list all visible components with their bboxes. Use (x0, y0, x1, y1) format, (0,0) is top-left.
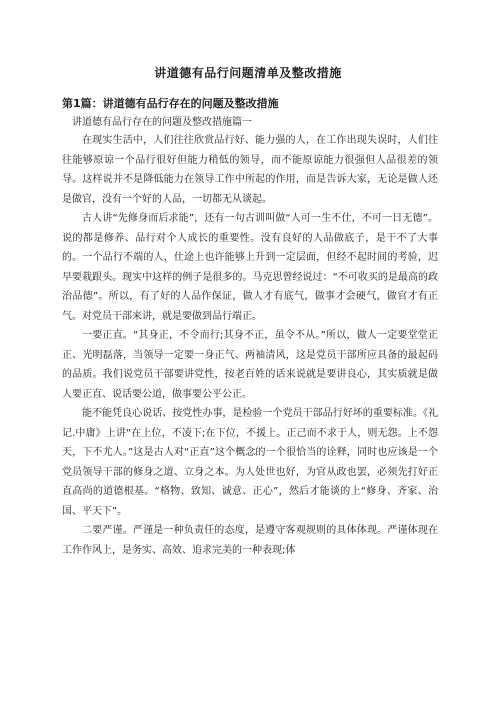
paragraph: 二要严谨。严谨是一种负责任的态度，是遵守客观规则的具体体现。严谨体现在工作作风上，是务实、高效、追求完美的一种表现;体 (62, 525, 438, 556)
sub-heading: 讲道德有品行存在的问题及整改措施篇一 (72, 117, 252, 128)
document-title: 讲道德有品行问题清单及整改措施 (154, 66, 342, 80)
paragraph: 一要正直。“其身正，不令而行;其身不正，虽令不从。”所以，做人一定要堂堂正正、光明磊落，当领导一定要一身正气、两袖清风，这是党员干部所应具备的最起码的品质。我们说党员干部要讲党性，按老百姓的话来说就是要讲良心，其实质就是做人要正直、说话要公道，做事要公平公正。 (62, 330, 438, 400)
paragraph: 古人讲“先修身而后求能”，还有一句古训叫做“人可一生不仕，不可一日无德”。说的都是修养、品行对个人成长的重要性。没有良好的人品做底子，是干不了大事的。一个品行不端的人，仕途上也许能够上升到一定层面，但经不起时间的考验，迟早要栽跟头。现实中这样的例子是很多的。马克思曾经说过：“不可收买的是最高的政治品德”。所以，有了好的人品作保证，做人才有底气，做事才会硬气，做官才有正气。对党员干部来讲，就是要做到品行端正。 (62, 213, 438, 322)
section-heading: 第1篇：讲道德有品行存在的问题及整改措施 (62, 97, 279, 110)
paragraph: 能不能凭良心说话、按党性办事，是检验一个党员干部品行好坏的重要标准。《礼记.中庸》上讲“在上位，不凌下;在下位，不援上。正己而不求于人，则无怨。上不怨天，下不尤人。”这是古人对“正直”这个概念的一个很恰当的诠释，同时也应该是一个党员领导干部的修身之道、立身之本。为人处世也好，为官从政也罢，必须先打好正直高尚的道德根基。“格物、致知、诚意、正心”，然后才能谈的上“修身、齐家、治国、平天下”。 (62, 408, 438, 517)
body-text (62, 131, 438, 560)
paragraph: 在现实生活中，人们往往欣赏品行好、能力强的人，在工作出现失误时，人们往往能够原谅一个品行很好但能力稍低的领导，而不能原谅能力很强但人品很差的领导。这样说并不是降低能力在领导工作中所起的作用，而是告诉大家，无论是做人还是做官，没有一个好的人品，一切都无从谈起。 (62, 135, 438, 205)
